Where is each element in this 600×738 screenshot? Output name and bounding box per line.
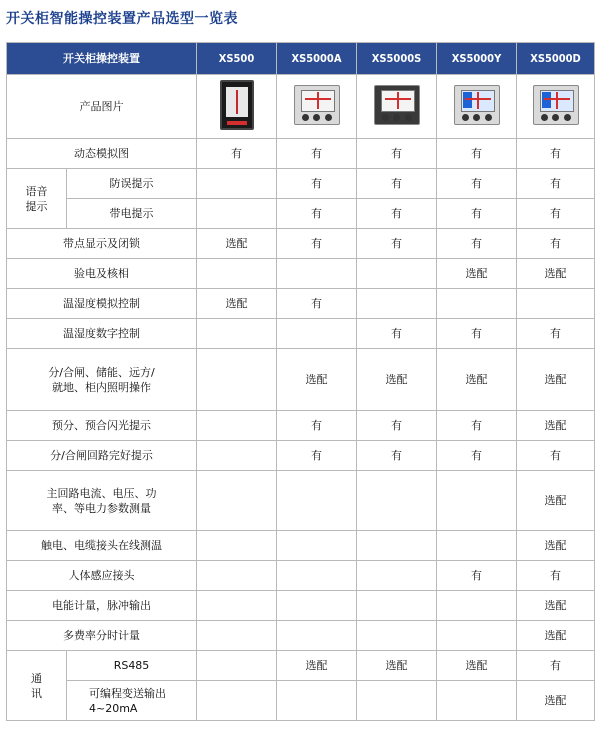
table-cell — [517, 289, 595, 319]
table-cell: 选配 — [517, 349, 595, 411]
table-cell: 选配 — [517, 621, 595, 651]
table-cell — [277, 561, 357, 591]
table-cell: 选配 — [197, 229, 277, 259]
table-cell — [437, 471, 517, 531]
header-model: XS500 — [197, 43, 277, 75]
table-cell: 选配 — [517, 411, 595, 441]
table-cell: 有 — [517, 319, 595, 349]
table-cell — [197, 199, 277, 229]
row-label: 产品图片 — [7, 75, 197, 139]
table-cell: 有 — [517, 229, 595, 259]
table-cell — [277, 319, 357, 349]
row-label: 动态模拟图 — [7, 139, 197, 169]
group-label-voice: 语音 提示 — [7, 169, 67, 229]
table-cell: 有 — [437, 561, 517, 591]
table-row — [7, 229, 595, 259]
table-cell — [357, 289, 437, 319]
table-cell: 有 — [517, 651, 595, 681]
table-cell — [197, 169, 277, 199]
table-cell — [277, 471, 357, 531]
group-label-comm: 通 讯 — [7, 651, 67, 721]
table-cell — [197, 441, 277, 471]
table-cell — [357, 561, 437, 591]
table-cell: 选配 — [517, 259, 595, 289]
table-cell: 有 — [277, 229, 357, 259]
table-cell: 有 — [517, 561, 595, 591]
table-cell — [437, 621, 517, 651]
table-row — [7, 561, 595, 591]
product-image-cell — [357, 75, 437, 139]
table-cell: 选配 — [277, 651, 357, 681]
table-cell — [357, 681, 437, 721]
table-cell — [277, 591, 357, 621]
table-cell: 选配 — [517, 471, 595, 531]
row-label: 带电提示 — [67, 199, 197, 229]
table-cell — [197, 471, 277, 531]
table-cell: 有 — [277, 139, 357, 169]
row-label: 验电及核相 — [7, 259, 197, 289]
table-cell: 选配 — [517, 531, 595, 561]
row-label: 主回路电流、电压、功 率、等电力参数测量 — [7, 471, 197, 531]
table-cell — [437, 681, 517, 721]
table-cell: 有 — [437, 229, 517, 259]
row-label: 温湿度模拟控制 — [7, 289, 197, 319]
table-cell: 有 — [517, 199, 595, 229]
xs5000a-device-icon — [294, 85, 340, 125]
row-label: 预分、预合闪光提示 — [7, 411, 197, 441]
table-row — [7, 651, 595, 681]
table-row — [7, 199, 595, 229]
page-title: 开关柜智能操控装置产品选型一览表 — [6, 11, 238, 27]
table-cell: 有 — [437, 139, 517, 169]
table-row — [7, 169, 595, 199]
table-cell — [437, 531, 517, 561]
table-cell — [197, 531, 277, 561]
table-cell: 有 — [437, 169, 517, 199]
header-model: XS5000A — [277, 43, 357, 75]
table-row — [7, 259, 595, 289]
table-cell — [437, 591, 517, 621]
table-row — [7, 75, 595, 139]
table-cell — [197, 681, 277, 721]
table-cell: 选配 — [437, 651, 517, 681]
row-label: 温湿度数字控制 — [7, 319, 197, 349]
table-row — [7, 441, 595, 471]
table-cell: 选配 — [277, 349, 357, 411]
table-cell: 有 — [357, 199, 437, 229]
table-cell: 有 — [437, 441, 517, 471]
table-cell: 有 — [277, 411, 357, 441]
table-cell — [277, 259, 357, 289]
table-cell: 有 — [357, 411, 437, 441]
row-label: 电能计量，脉冲输出 — [7, 591, 197, 621]
table-cell — [357, 531, 437, 561]
table-row — [7, 349, 595, 411]
table-cell: 选配 — [357, 651, 437, 681]
table-cell — [357, 591, 437, 621]
row-label: 分/合闸回路完好提示 — [7, 441, 197, 471]
table-cell: 选配 — [197, 289, 277, 319]
table-cell — [437, 289, 517, 319]
table-cell: 有 — [277, 441, 357, 471]
row-label: RS485 — [67, 651, 197, 681]
xs500-device-icon — [220, 80, 254, 130]
table-cell: 有 — [357, 229, 437, 259]
product-image-cell — [277, 75, 357, 139]
table-cell — [357, 471, 437, 531]
table-cell — [197, 259, 277, 289]
xs5000y-device-icon — [454, 85, 500, 125]
table-cell: 有 — [517, 441, 595, 471]
product-image-cell — [437, 75, 517, 139]
row-label: 多费率分时计量 — [7, 621, 197, 651]
table-cell: 选配 — [437, 259, 517, 289]
table-cell: 有 — [437, 319, 517, 349]
table-cell — [277, 681, 357, 721]
table-cell: 有 — [277, 199, 357, 229]
row-label: 触电、电缆接头在线测温 — [7, 531, 197, 561]
table-cell — [197, 561, 277, 591]
table-cell: 有 — [517, 139, 595, 169]
table-cell — [197, 349, 277, 411]
table-row — [7, 139, 595, 169]
product-selection-table — [6, 42, 595, 721]
table-cell — [357, 621, 437, 651]
table-cell: 选配 — [517, 591, 595, 621]
row-label: 防误提示 — [67, 169, 197, 199]
table-cell: 有 — [517, 169, 595, 199]
table-cell: 选配 — [517, 681, 595, 721]
table-cell: 有 — [277, 169, 357, 199]
table-row — [7, 411, 595, 441]
table-cell: 有 — [357, 319, 437, 349]
table-row — [7, 319, 595, 349]
table-cell: 有 — [277, 289, 357, 319]
header-model: XS5000S — [357, 43, 437, 75]
header-model: XS5000D — [517, 43, 595, 75]
xs5000d-device-icon — [533, 85, 579, 125]
table-cell: 有 — [357, 139, 437, 169]
table-cell — [197, 621, 277, 651]
row-label: 可编程变送输出 4~20mA — [67, 681, 197, 721]
table-cell: 选配 — [357, 349, 437, 411]
table-cell — [277, 621, 357, 651]
product-image-cell — [197, 75, 277, 139]
table-row — [7, 471, 595, 531]
table-cell: 有 — [357, 169, 437, 199]
xs5000s-device-icon — [374, 85, 420, 125]
table-cell — [357, 259, 437, 289]
table-header-row — [7, 43, 595, 75]
table-row — [7, 289, 595, 319]
table-row — [7, 681, 595, 721]
table-cell: 有 — [357, 441, 437, 471]
table-cell: 有 — [437, 199, 517, 229]
table-cell — [197, 411, 277, 441]
table-cell: 选配 — [437, 349, 517, 411]
product-image-cell — [517, 75, 595, 139]
table-cell: 有 — [197, 139, 277, 169]
table-cell — [197, 591, 277, 621]
header-model: XS5000Y — [437, 43, 517, 75]
table-row — [7, 531, 595, 561]
table-cell — [197, 319, 277, 349]
row-label: 分/合闸、储能、远方/ 就地、柜内照明操作 — [7, 349, 197, 411]
table-cell — [197, 651, 277, 681]
table-row — [7, 591, 595, 621]
row-label: 人体感应接头 — [7, 561, 197, 591]
header-device: 开关柜操控装置 — [7, 43, 197, 75]
table-cell — [277, 531, 357, 561]
table-row — [7, 621, 595, 651]
table-cell: 有 — [437, 411, 517, 441]
row-label: 带点显示及闭锁 — [7, 229, 197, 259]
